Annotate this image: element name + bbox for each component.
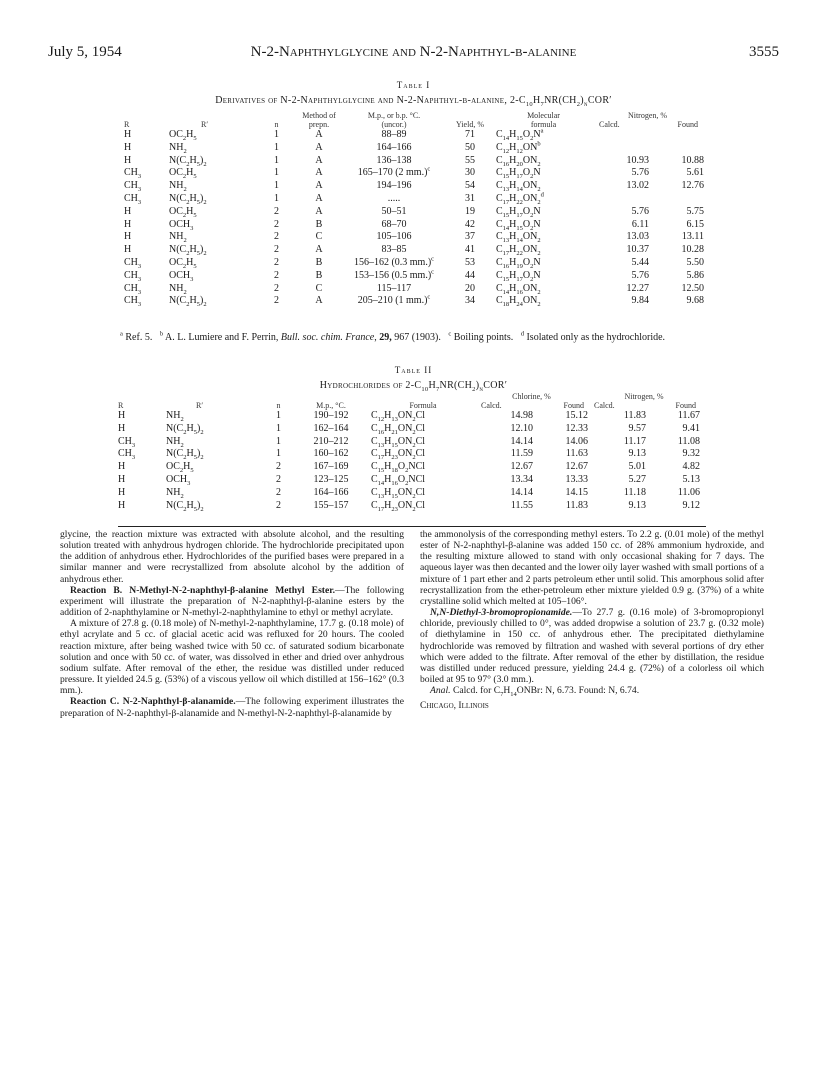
table1-cell-method: B [315, 269, 323, 281]
left-column [60, 529, 404, 719]
table1-cell-n-calcd: 5.76 [631, 269, 649, 281]
table1-header-nitrogen-group [591, 112, 704, 129]
table1-cell-n-calcd: 13.03 [626, 231, 649, 243]
table1-cell-formula: $C_{17}H_{22}ON_2^d$ [496, 191, 544, 206]
table2-header-n-calcd: Calcd. [594, 400, 615, 410]
table2-cell-n-found: 9.32 [682, 448, 700, 460]
header-page-number: 3555 [749, 44, 779, 60]
table2-cell-formula: $C_{13}H_{15}ON_2Cl$ [371, 486, 426, 500]
table2-cell-rprime: $OCH_3$ [166, 473, 191, 487]
table1-row [124, 219, 704, 232]
table1-cell-mp: 164–166 [376, 141, 412, 153]
table1-row [124, 193, 704, 206]
table1-cell-formula: $C_{15}H_{17}O_2N$ [496, 167, 541, 181]
table1-cell-n-found: 5.86 [686, 269, 704, 281]
table2-bottom-rule [118, 526, 706, 527]
table1-cell-n-found: 13.11 [681, 231, 704, 243]
table2-cell-r: H [118, 410, 126, 421]
table1-cell-method: A [315, 167, 323, 179]
table2-cell-n: 1 [276, 410, 281, 421]
table2-cell-r: H [118, 422, 126, 434]
table2-cell-n: 2 [276, 461, 281, 473]
table2-cell-rprime: $NH_2$ [166, 410, 184, 423]
table1-cell-rprime: $NH_2$ [169, 282, 187, 296]
table1-cell-yield: 53 [465, 256, 475, 268]
table1-cell-formula: $C_{12}H_{12}ON^b$ [496, 140, 541, 155]
right-paragraph-3 [420, 685, 764, 699]
table1-cell-r: H [124, 205, 132, 217]
table1-cell-r: $CH_3$ [124, 269, 142, 283]
left-paragraph-4 [60, 696, 404, 718]
table1-header-yield: Yield, % [456, 119, 484, 129]
table2-cell-cl-calcd: 14.14 [510, 486, 533, 498]
table1-footnotes: $^a$ Ref. 5. $^b$ A. L. Lumiere and F. Perrin, Bull. soc. chim. France, 29, 967 (1903). $^c$ Boiling points. $^d$ Isolated only as the hydrochloride. [120, 330, 666, 343]
table1-cell-rprime: $OC_2H_5$ [169, 167, 197, 181]
table2-cell-n-calcd: 11.17 [623, 435, 646, 447]
left-paragraph-2 [60, 585, 404, 618]
table2-row [118, 500, 700, 513]
table2-cell-rprime: $N(C_2H_5)_2$ [166, 422, 204, 436]
reaction-c-heading: Reaction C. N-2-Naphthyl-β-alanamide. [70, 696, 236, 708]
table2-cell-rprime: $NH_2$ [166, 486, 184, 500]
table1-row [124, 129, 704, 142]
table1-cell-yield: 54 [465, 180, 475, 192]
table2-body [118, 410, 700, 512]
table1-cell-r: $CH_3$ [124, 282, 142, 296]
table2-label: Table II [394, 365, 433, 375]
header-date: July 5, 1954 [48, 44, 122, 60]
table1-cell-formula: $C_{14}H_{16}ON_2$ [496, 282, 541, 296]
table2-cell-cl-calcd: 11.55 [510, 499, 533, 511]
table1-cell-n: 2 [274, 295, 279, 307]
table1-cell-n: 1 [274, 180, 279, 192]
table2-cell-formula: $C_{17}H_{23}ON_2Cl$ [371, 499, 426, 513]
table2-cell-cl-found: 14.15 [565, 486, 588, 498]
table1-header-calcd: Calcd. [599, 119, 620, 129]
table1-row [124, 142, 704, 155]
table1-header-method: Method of prepn. [302, 111, 336, 129]
table1-body [124, 129, 704, 308]
table1-header-r: R [124, 119, 130, 129]
table1 [124, 112, 704, 308]
table2-cell-formula: $C_{17}H_{23}ON_2Cl$ [371, 448, 426, 462]
right-column [420, 529, 764, 712]
table2-cell-n: 1 [276, 422, 281, 434]
table1-cell-mp: 205–210 (1 mm.)$^c$ [357, 294, 431, 307]
table1-cell-r: H [124, 129, 132, 140]
table1-cell-mp: 156–162 (0.3 mm.)$^c$ [353, 255, 435, 268]
table2-row [118, 474, 700, 487]
table2-cell-r: H [118, 486, 126, 498]
table1-cell-method: A [315, 192, 323, 204]
table1-cell-n: 2 [274, 256, 279, 268]
left-paragraph-3: A mixture of 27.8 g. (0.18 mole) of N-methyl-2-naphthylamine, 17.7 g. (0.18 mole) of ethyl acrylate and 5 cc. of glacial acetic acid was refluxed for 20 hours. The cooled reaction mixture, after being washed twice with 50 cc. of saturated sodium bicarbonate solution and once with 50 cc. of water, was dissolved in ether and dried over anhydrous sodium sulfate. After removal of the ether, the residue was distilled under reduced pressure. It yielded 24.5 g. (53%) of a viscous yellow oil which distilled at 156–162° (0.3 mm.). [60, 618, 404, 697]
table1-cell-mp: 165–170 (2 mm.)$^c$ [357, 166, 431, 179]
table1-cell-method: A [315, 180, 323, 192]
table2-header-nitrogen-group [588, 393, 700, 410]
table1-cell-formula: $C_{17}H_{22}ON_2$ [496, 244, 541, 258]
table2-cell-mp: 190–192 [313, 410, 349, 421]
table1-cell-n-calcd: 6.11 [631, 218, 649, 230]
table1-cell-mp: 50–51 [381, 205, 407, 217]
table1-cell-n: 2 [274, 205, 279, 217]
table2-cell-mp: 167–169 [313, 461, 349, 473]
table2-header-mp: M.p., °C. [316, 400, 346, 410]
table1-cell-n-found: 9.68 [686, 295, 704, 307]
table1-cell-yield: 37 [465, 231, 475, 243]
table1-cell-mp: 194–196 [376, 180, 412, 192]
table1-label: Table I [396, 80, 431, 90]
table2-header-n-found: Found [675, 400, 696, 410]
table1-cell-n-calcd [591, 193, 649, 206]
table2-row [118, 448, 700, 461]
table2-header-nitrogen: Nitrogen, % [624, 392, 664, 401]
table1-cell-mp: 136–138 [376, 154, 412, 166]
table1-cell-n-found: 10.88 [681, 154, 704, 166]
table1-cell-yield: 55 [465, 154, 475, 166]
table1-cell-n: 2 [274, 269, 279, 281]
table1-cell-yield: 20 [465, 282, 475, 294]
table2-header-formula: Formula [409, 400, 437, 410]
table2-cell-r: $CH_3$ [118, 435, 136, 449]
table2-cell-r: H [118, 461, 126, 473]
table1-cell-formula: $C_{15}H_{17}O_2N$ [496, 269, 541, 283]
table2-cell-cl-calcd: 14.98 [510, 410, 533, 421]
table2-cell-n-calcd: 9.13 [628, 448, 646, 460]
reaction-b-heading: Reaction B. N-Methyl-N-2-naphthyl-β-alanine Methyl Ester. [70, 584, 336, 596]
table1-cell-n-found: 6.15 [686, 218, 704, 230]
table1-row [124, 155, 704, 168]
table2-cell-n: 2 [276, 473, 281, 485]
table1-cell-formula: $C_{14}H_{15}O_2N$ [496, 218, 541, 232]
table1-cell-yield: 34 [465, 295, 475, 307]
table2-cell-rprime: $OC_2H_5$ [166, 461, 194, 475]
table1-cell-yield: 41 [465, 244, 475, 256]
table1-row [124, 206, 704, 219]
table1-cell-formula: $C_{14}H_{15}O_2N^a$ [496, 127, 544, 142]
table2-cell-cl-found: 13.33 [565, 473, 588, 485]
table1-cell-n-found: 12.50 [681, 282, 704, 294]
table1-cell-rprime: $OC_2H_5$ [169, 205, 197, 219]
table2-cell-n-calcd: 11.83 [623, 410, 646, 421]
table2-cell-n: 1 [276, 435, 281, 447]
table2-cell-n-found: 9.12 [682, 499, 700, 511]
table1-row [124, 180, 704, 193]
table1-cell-n-calcd: 5.44 [631, 256, 649, 268]
table1-row [124, 270, 704, 283]
table2-cell-r: $CH_3$ [118, 448, 136, 462]
table2-cell-rprime: $NH_2$ [166, 435, 184, 449]
table1-cell-rprime: $NH_2$ [169, 180, 187, 194]
table1-cell-n-found [649, 129, 704, 142]
table1-cell-yield: 31 [465, 192, 475, 204]
table2-cell-n: 1 [276, 448, 281, 460]
header-title: N-2-Naphthylglycine and N-2-Naphthyl-β-alanine [250, 44, 577, 60]
table1-cell-mp: 83–85 [381, 244, 407, 256]
table1-cell-yield: 50 [465, 141, 475, 153]
table2-cell-mp: 164–166 [313, 486, 349, 498]
table1-cell-mp: 115–117 [376, 282, 412, 294]
table1-row [124, 244, 704, 257]
table2-cell-rprime: $N(C_2H_5)_2$ [166, 499, 204, 513]
table1-cell-method: B [315, 218, 323, 230]
table1-header-rprime: R′ [201, 119, 209, 129]
table1-cell-n: 1 [274, 167, 279, 179]
table1-cell-r: $CH_3$ [124, 180, 142, 194]
anal-label: Anal. [430, 685, 451, 697]
table1-cell-r: H [124, 154, 132, 166]
table2-cell-mp: 155–157 [313, 499, 349, 511]
reaction-c-text: —The following experiment illustrates the preparation of N-2-naphthyl-β-alanamide and N-methyl-N-2-naphthyl-β-alanamide by [60, 696, 404, 719]
table2-header-chlorine: Chlorine, % [512, 392, 551, 401]
table2-cell-n-found: 11.08 [677, 435, 700, 447]
table1-cell-rprime: $OCH_3$ [169, 218, 194, 232]
table1-cell-n-found: 5.75 [686, 205, 704, 217]
table2-cell-r: H [118, 473, 126, 485]
table1-cell-mp: 68–70 [381, 218, 407, 230]
table1-cell-method: A [315, 154, 323, 166]
table1-cell-n: 2 [274, 218, 279, 230]
table1-row [124, 167, 704, 180]
table1-header-n: n [274, 119, 279, 129]
table2-cell-cl-calcd: 11.59 [510, 448, 533, 460]
table1-cell-rprime: $N(C_2H_5)_2$ [169, 192, 207, 206]
table2-cell-cl-found: 15.12 [565, 410, 588, 421]
table2-cell-n-calcd: 5.01 [628, 461, 646, 473]
diethyl-bromopropionamide-heading: N,N-Diethyl-3-bromopropionamide. [430, 607, 573, 619]
table2-cell-formula: $C_{13}H_{15}ON_2Cl$ [371, 435, 426, 449]
table1-cell-rprime: $NH_2$ [169, 231, 187, 245]
table1-row [124, 295, 704, 308]
table1-header-formula: Molecular formula [527, 111, 560, 129]
table1-header-nitrogen: Nitrogen, % [627, 111, 668, 120]
table2-cell-n-calcd: 5.27 [628, 473, 646, 485]
table1-cell-n-found: 5.50 [686, 256, 704, 268]
table1-header-mp: M.p., or b.p. °C. (uncor.) [367, 111, 421, 129]
table2-cell-cl-found: 12.33 [565, 422, 588, 434]
table1-cell-n-calcd: 13.02 [626, 180, 649, 192]
table2-cell-cl-found: 11.83 [565, 499, 588, 511]
table1-cell-mp: ..... [387, 192, 401, 204]
table2-header-cl-calcd: Calcd. [481, 400, 502, 410]
table1-cell-yield: 44 [465, 269, 475, 281]
table1-cell-formula: $C_{15}H_{17}O_2N$ [496, 205, 541, 219]
table2-cell-n-calcd: 9.13 [628, 499, 646, 511]
table1-cell-r: H [124, 231, 132, 243]
table1-cell-rprime: $OCH_3$ [169, 269, 194, 283]
diethyl-bromopropionamide-text: —To 27.7 g. (0.16 mole) of 3-bromopropionyl chloride, previously chilled to 0°, was added dropwise a solution of 23.7 g. (0.32 mole) of diethylamine in 150 cc. of anhydrous ether. The precipitated diethylamine hydrochloride was removed by filtration and washed with several portions of dry ether which were added to the filtrate. After removal of the ether by distillation, the residue was distilled under reduced pressure, yielding 24.4 g. (72%) of a colorless oil which boiled at 95 to 97° (3.0 mm.). [420, 607, 764, 686]
table1-cell-rprime: $NH_2$ [169, 141, 187, 155]
left-paragraph-1: glycine, the reaction mixture was extracted with absolute alcohol, and the resulting solution treated with anhydrous hydrogen chloride. The hydrochloride precipitated upon the addition of anhydrous ether. Hydrochlorides of the purified bases were prepared in a similar manner and were recrystallized from absolute alcohol by the addition of anhydrous ether. [60, 529, 404, 585]
table2-cell-n-calcd: 11.18 [623, 486, 646, 498]
table1-cell-n: 1 [274, 192, 279, 204]
right-paragraph-2 [420, 607, 764, 685]
table1-cell-n-calcd: 9.84 [631, 295, 649, 307]
anal-text: Calcd. for $C_7H_{14}ONBr$: N, 6.73. Found: N, 6.74. [452, 685, 640, 699]
table1-cell-n-calcd [591, 129, 649, 142]
table1-cell-n: 2 [274, 231, 279, 243]
table1-cell-formula: $C_{13}H_{14}ON_2$ [496, 180, 541, 194]
reaction-b-text: —The following experiment will illustrate the preparation of N-2-naphthyl-β-alanine esters by the addition of 2-naphthylamine or N-methyl-2-naphthylamine to ethyl or methyl acrylate. [60, 584, 404, 619]
table1-cell-formula: $C_{16}H_{20}ON_2$ [496, 154, 541, 168]
table2-row [118, 436, 700, 449]
table1-cell-formula: $C_{13}H_{14}ON_2$ [496, 231, 541, 245]
table1-cell-n-found: 12.76 [681, 180, 704, 192]
table2-header-chlorine-group [475, 393, 588, 410]
table2-cell-n: 2 [276, 499, 281, 511]
table1-cell-n-calcd: 10.93 [626, 154, 649, 166]
table2-cell-cl-found: 14.06 [565, 435, 588, 447]
table2-header-r: R [118, 400, 124, 410]
table1-cell-rprime: $N(C_2H_5)_2$ [169, 244, 207, 258]
table1-cell-method: A [315, 244, 323, 256]
table1-cell-formula: $C_{16}H_{19}O_2N$ [496, 256, 541, 270]
table2-cell-formula: $C_{16}H_{21}ON_2Cl$ [371, 422, 426, 436]
right-paragraph-1: the ammonolysis of the corresponding methyl esters. To 2.2 g. (0.01 mole) of the methyl ester of N-2-naphthyl-β-alanine was added 150 cc. of 28% ammonium hydroxide, and the resulting mixture allowed to stand with only occasional shaking for 7 days. The aqueous layer was then decanted and the lower oily layer washed with small portions of a mixture of 1 part ether and 2 parts petroleum ether until solid. This amorphous solid after recrystallization from the ether-petroleum ether mixture yielded 0.9 g. (37%) of a white crystalline solid which melted at 105–106°. [420, 529, 764, 607]
table1-cell-n-calcd: 10.37 [626, 244, 649, 256]
table1-cell-method: A [315, 129, 323, 140]
table2-cell-n-found: 9.41 [682, 422, 700, 434]
table1-cell-n: 1 [274, 141, 279, 153]
table2-row [118, 410, 700, 423]
table2-cell-n-found: 11.67 [677, 410, 700, 421]
table1-cell-yield: 30 [465, 167, 475, 179]
table1-cell-r: $CH_3$ [124, 192, 142, 206]
table1-cell-r: H [124, 218, 132, 230]
table2-cell-n-found: 5.13 [682, 473, 700, 485]
table1-cell-rprime: $OC_2H_5$ [169, 256, 197, 270]
table2-cell-mp: 162–164 [313, 422, 349, 434]
table2-cell-n-found: 11.06 [677, 486, 700, 498]
table1-cell-n: 2 [274, 244, 279, 256]
table1-cell-n-found: 10.28 [681, 244, 704, 256]
table2-cell-cl-calcd: 12.10 [510, 422, 533, 434]
table1-cell-rprime: $OC_2H_5$ [169, 129, 197, 142]
table1-cell-n-found [649, 142, 704, 155]
table2-cell-r: H [118, 499, 126, 511]
table1-cell-method: B [315, 256, 323, 268]
table2-cell-n: 2 [276, 486, 281, 498]
table2-cell-formula: $C_{12}H_{13}ON_2Cl$ [371, 410, 426, 423]
table1-cell-rprime: $N(C_2H_5)_2$ [169, 295, 207, 309]
table1-cell-n-found [649, 193, 704, 206]
table1-cell-n-calcd: 5.76 [631, 205, 649, 217]
table2-cell-formula: $C_{15}H_{18}O_2NCl$ [371, 461, 426, 475]
table1-cell-n: 2 [274, 282, 279, 294]
table2-header-rprime: R′ [196, 400, 204, 410]
table2-cell-cl-found: 12.67 [565, 461, 588, 473]
table1-cell-formula: $C_{18}H_{24}ON_2$ [496, 295, 541, 309]
table2-cell-cl-found: 11.63 [565, 448, 588, 460]
table1-cell-yield: 42 [465, 218, 475, 230]
table1-cell-method: C [315, 231, 323, 243]
table1-row [124, 231, 704, 244]
table1-caption: Derivatives of N-2-Naphthylglycine and N-2-Naphthyl-β-alanine, $2-C_{10}H_7NR(CH_2)_nCOR'$ [215, 95, 612, 108]
table1-cell-r: H [124, 244, 132, 256]
table1-row [124, 257, 704, 270]
table2-cell-n-found: 4.82 [682, 461, 700, 473]
table1-header-found: Found [677, 119, 698, 129]
table1-cell-n: 1 [274, 129, 279, 140]
table2-cell-mp: 210–212 [313, 435, 349, 447]
table2-cell-cl-calcd: 13.34 [510, 473, 533, 485]
table1-cell-yield: 71 [465, 129, 475, 140]
table2-cell-cl-calcd: 12.67 [510, 461, 533, 473]
table2-row [118, 487, 700, 500]
table1-cell-yield: 19 [465, 205, 475, 217]
table1-cell-n: 1 [274, 154, 279, 166]
table2-cell-n-calcd: 9.57 [628, 422, 646, 434]
author-location: Chicago, Illinois [420, 700, 489, 712]
table1-cell-mp: 88–89 [381, 129, 407, 140]
table1-cell-mp: 105–106 [376, 231, 412, 243]
table2-cell-formula: $C_{14}H_{16}O_2NCl$ [371, 473, 426, 487]
table2-cell-mp: 123–125 [313, 473, 349, 485]
table2-row [118, 461, 700, 474]
table1-cell-n-calcd [591, 142, 649, 155]
table1-cell-method: A [315, 205, 323, 217]
table2-row [118, 423, 700, 436]
table1-cell-method: A [315, 141, 323, 153]
table2-header-cl-found: Found [563, 400, 584, 410]
table2-cell-rprime: $N(C_2H_5)_2$ [166, 448, 204, 462]
table1-cell-mp: 153–156 (0.5 mm.)$^c$ [353, 268, 435, 281]
table1-cell-n-calcd: 5.76 [631, 167, 649, 179]
table2-cell-cl-calcd: 14.14 [510, 435, 533, 447]
table1-cell-n-found: 5.61 [686, 167, 704, 179]
table2-header-n: n [276, 400, 281, 410]
table1-cell-method: A [315, 295, 323, 307]
table1-row [124, 283, 704, 296]
table1-cell-method: C [315, 282, 323, 294]
table1-cell-r: $CH_3$ [124, 295, 142, 309]
table2 [118, 393, 700, 512]
table1-cell-r: $CH_3$ [124, 167, 142, 181]
table1-cell-r: $CH_3$ [124, 256, 142, 270]
table1-cell-r: H [124, 141, 132, 153]
table2-cell-mp: 160–162 [313, 448, 349, 460]
table1-cell-n-calcd: 12.27 [626, 282, 649, 294]
table2-caption: Hydrochlorides of $2-C_{10}H_7NR(CH_2)_nCOR'$ [319, 380, 508, 393]
table1-cell-rprime: $N(C_2H_5)_2$ [169, 154, 207, 168]
